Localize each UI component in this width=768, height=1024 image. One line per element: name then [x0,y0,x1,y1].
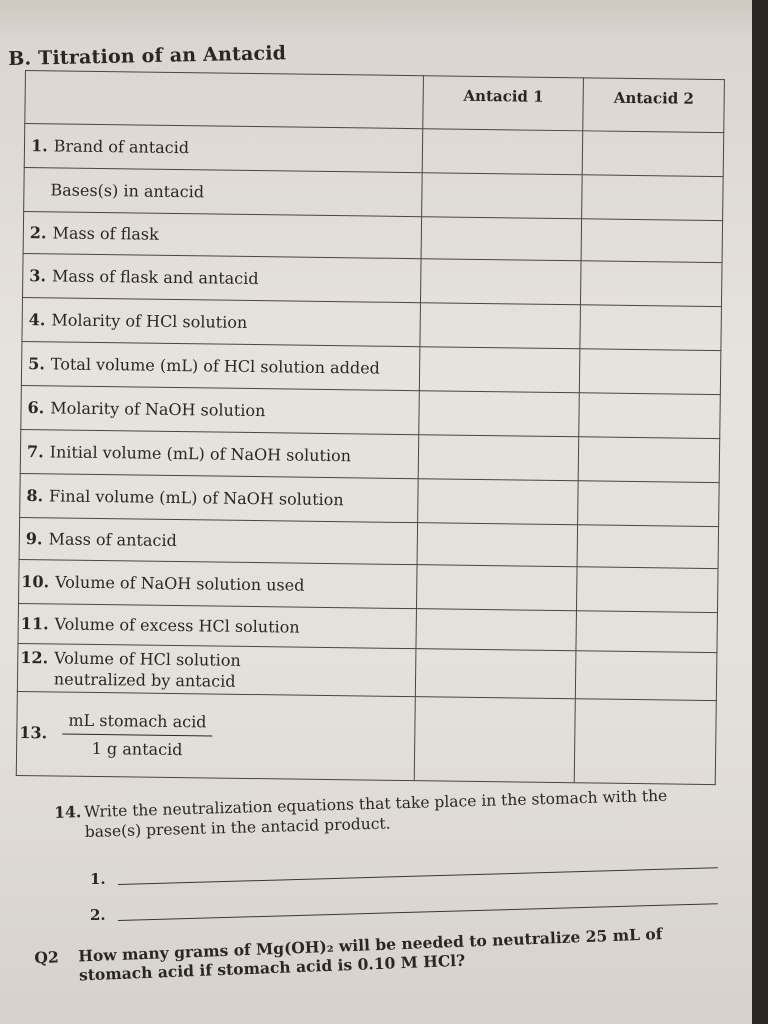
antacid-2-cell[interactable] [575,699,717,785]
answer-blank-2[interactable] [90,906,106,924]
question-text: How many grams of Mg(OH)₂ will be needed to neutralize 25 mL of stomach acid if stomach acid is 0.10 M HCl? [77,924,663,985]
question-text: Write the neutralization equations that take place in the stomach with the base(s) present in the antacid product. [84,786,668,841]
table-header-row [25,71,725,133]
antacid-1-cell[interactable] [420,303,581,349]
row-label: 1. Brand of antacid [24,124,423,173]
antacid-1-cell[interactable] [421,217,581,261]
antacid-1-cell[interactable] [419,391,580,437]
antacid-2-cell[interactable] [582,175,723,221]
antacid-2-cell[interactable] [581,261,722,307]
antacid-1-cell[interactable] [423,129,584,175]
section-title: B. Titration of an Antacid [8,42,287,70]
row-label: 11. Volume of excess HCl solution [18,603,417,648]
header-antacid-2: Antacid 2 [583,78,724,133]
row-label: 12. Volume of HCl solution neutralized by antacid [17,643,416,696]
fraction-denominator: 1 g antacid [91,738,183,760]
antacid-1-cell[interactable] [417,523,577,567]
antacid-1-cell[interactable] [420,347,581,393]
ratio-fraction [62,711,213,760]
page-shadow [0,0,752,40]
titration-data-table [16,70,725,785]
row-label: 3. Mass of flask and antacid [23,253,422,302]
row-label: 4. Molarity of HCl solution [22,297,421,346]
header-blank-cell [25,71,424,129]
blank-number: 1. [90,870,106,888]
answer-blank-1[interactable] [90,870,106,888]
antacid-2-cell[interactable] [580,305,721,351]
header-antacid-1: Antacid 1 [423,76,584,131]
antacid-2-cell[interactable] [578,437,719,483]
row-label: 6. Molarity of NaOH solution [21,385,420,434]
antacid-2-cell[interactable] [576,651,717,701]
antacid-2-cell[interactable] [577,567,718,613]
answer-line [118,867,718,885]
row-label: 8. Final volume (mL) of NaOH solution [20,473,419,522]
question-q2 [34,921,741,986]
antacid-1-cell[interactable] [418,479,579,525]
row-label: 7. Initial volume (mL) of NaOH solution [20,429,419,478]
antacid-2-cell[interactable] [579,393,720,439]
antacid-2-cell[interactable] [583,131,724,177]
row-label: 13. $\frac{\text{mL stomach acid}}{\text{1 g antacid}}$ [16,691,415,780]
question-number: 14. [54,802,82,822]
antacid-1-cell[interactable] [415,697,576,783]
blank-number: 2. [90,906,106,924]
answer-line [118,903,718,921]
antacid-1-cell[interactable] [416,609,576,651]
row-label: 10. Volume of NaOH solution used [19,559,418,608]
antacid-1-cell[interactable] [421,259,582,305]
row-label: 2. Mass of flask [23,211,422,258]
antacid-1-cell[interactable] [417,565,578,611]
data-table-sheet [16,70,725,785]
antacid-2-cell[interactable] [581,219,722,263]
question-number: Q2 [34,947,60,968]
antacid-1-cell[interactable] [422,173,583,219]
question-14 [54,785,705,842]
antacid-2-cell[interactable] [580,349,721,395]
row-label: Bases(s) in antacid [24,167,423,216]
antacid-1-cell[interactable] [419,435,580,481]
antacid-1-cell[interactable] [416,649,577,699]
antacid-2-cell[interactable] [577,525,718,569]
fraction-numerator: mL stomach acid [62,711,212,737]
table-row-ratio [16,691,716,784]
antacid-2-cell[interactable] [576,611,717,653]
antacid-2-cell[interactable] [578,481,719,527]
row-label: 9. Mass of antacid [19,517,418,564]
row-label: 5. Total volume (mL) of HCl solution added [21,341,420,390]
